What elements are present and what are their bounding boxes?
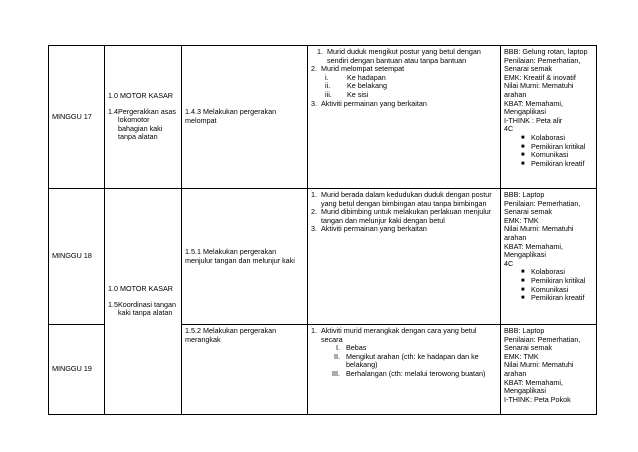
item-text: Pemikiran kritikal [531,275,586,285]
list-item [311,65,497,74]
list-item [311,82,497,91]
subtopic-text: Koordinasi tangan kaki tanpa alatan [118,299,176,318]
item-text: Ke belakang [347,81,387,91]
square-bullet-icon: ■ [521,286,525,293]
item-text: Berhalangan (cth: melalui terowong buatan) [346,368,486,378]
item-number: i. [325,72,329,82]
item-text: Pemikiran kritikal [531,141,586,151]
subtopic-text: Pergerakkan asas lokomotor bahagian kaki tanpa alatan [118,106,176,142]
square-bullet-icon: ■ [521,152,525,159]
item-number: ii. [325,81,331,91]
square-bullet-icon: ■ [521,134,525,141]
note-line: Penilaian: Pemerhatian, Senarai semak [504,55,581,74]
week-cell [49,325,105,415]
item-number: 3. [311,98,317,108]
item-number: 2. [311,64,317,74]
item-number: 1. [311,190,317,199]
week-label: MINGGU 19 [52,364,92,374]
activities-cell [308,46,501,189]
item-number: 2. [311,207,317,217]
item-text: Kolaborasi [531,132,565,142]
topic-title: 1.0 MOTOR KASAR [108,91,173,101]
topic-title: 1.0 MOTOR KASAR [108,284,173,294]
item-text: Ke hadapan [347,72,386,82]
note-line: BBB: Laptop [504,190,545,199]
item-text: Aktiviti permainan yang berkaitan [321,98,427,108]
list-item [311,100,497,109]
list-item [504,160,593,169]
list-item [311,225,497,234]
standard-cell [182,189,308,325]
note-line: Nilai Murni: Mematuhi arahan [504,360,574,378]
square-bullet-icon: ■ [521,269,525,276]
item-text: Murid dibimbing untuk melakukan perlakuan menjulur tangan dan melunjur kaki dengan betul [321,207,492,225]
subtopic-number: 1.4 [108,106,118,116]
list-item [311,208,497,225]
note-line: BBB: Gelung rotan, laptop [504,47,588,56]
notes-cell [501,325,597,415]
item-text: Murid berada dalam kedudukan duduk dengan postur yang betul dengan bimbingan atau tanpa bimbingan [321,190,492,208]
week-label: MINGGU 18 [52,251,92,261]
learning-standard: 1.5.1 Melakukan pergerakan menjulur tangan dan melunjur kaki [185,246,295,265]
item-number: III. [332,368,340,378]
note-line: Penilaian: Pemerhatian, Senarai semak [504,198,581,217]
item-text: Ke sisi [347,89,369,99]
notes-cell [501,189,597,325]
list-item [504,294,593,303]
week-cell [49,189,105,325]
item-text: Aktiviti murid merangkak dengan cara yang betul secara [321,326,477,344]
item-number: iii. [325,89,332,99]
item-text: Murid melompat setempat [321,64,405,74]
note-line: EMK: TMK [504,215,539,225]
item-number: 1. [317,47,323,56]
square-bullet-icon: ■ [521,160,525,167]
item-text: Mengikut arahan (cth: ke hadapan dan ke belakang) [346,351,479,370]
subtopic [108,108,178,142]
activities-cell [308,325,501,415]
topic-cell [105,189,182,415]
table-row [49,189,597,325]
list-item [311,327,497,344]
topic-cell [105,46,182,189]
week-cell [49,46,105,189]
activities-cell [308,189,501,325]
item-text: Pemikiran kreatif [531,293,585,303]
item-number: I. [336,343,340,353]
note-line: Nilai Murni: Mematuhi arahan [504,224,574,242]
item-text: Murid duduk mengikut postur yang betul dengan sendiri dengan bantuan atau tanpa bantuan [327,47,481,65]
item-text: Komunikasi [531,284,569,294]
note-line: Penilaian: Pemerhatian, Senarai semak [504,334,581,353]
list-item [311,370,497,379]
square-bullet-icon: ■ [521,295,525,302]
item-text: Aktiviti permainan yang berkaitan [321,224,427,234]
note-line: EMK: Kreatif & inovatif [504,72,576,82]
item-number: 1. [311,326,317,335]
learning-standard: 1.4.3 Melakukan pergerakan melompat [185,107,277,125]
list-item [311,48,497,65]
subtopic [108,301,178,318]
note-line: 4C [504,124,514,134]
item-text: Kolaborasi [531,267,565,277]
list-item [311,74,497,83]
subtopic-number: 1.5 [108,299,118,309]
standard-cell [182,46,308,189]
note-line: KBAT: Memahami, Mengaplikasi [504,98,563,117]
item-text: Bebas [346,343,367,353]
note-line: EMK: TMK [504,351,539,361]
square-bullet-icon: ■ [521,143,525,150]
note-line: KBAT: Memahami, Mengaplikasi [504,377,563,396]
item-text: Komunikasi [531,150,569,160]
note-line: Nilai Murni: Mematuhi arahan [504,81,574,99]
notes-cell [501,46,597,189]
note-line: I-THINK : Peta alir [504,115,563,125]
lesson-plan-table [48,45,597,415]
note-line: I-THINK: Peta Pokok [504,394,571,404]
note-line: 4C [504,258,514,268]
square-bullet-icon: ■ [521,277,525,284]
item-number: 3. [311,224,317,234]
standard-cell [182,325,308,415]
list-item [311,191,497,208]
list-item [311,353,497,370]
note-line: KBAT: Memahami, Mengaplikasi [504,241,563,260]
learning-standard: 1.5.2 Melakukan pergerakan merangkak [185,326,277,344]
item-number: II. [334,351,340,361]
table-row [49,46,597,189]
note-line: BBB: Laptop [504,326,545,335]
item-text: Pemikiran kreatif [531,158,585,168]
week-label: MINGGU 17 [52,111,92,121]
